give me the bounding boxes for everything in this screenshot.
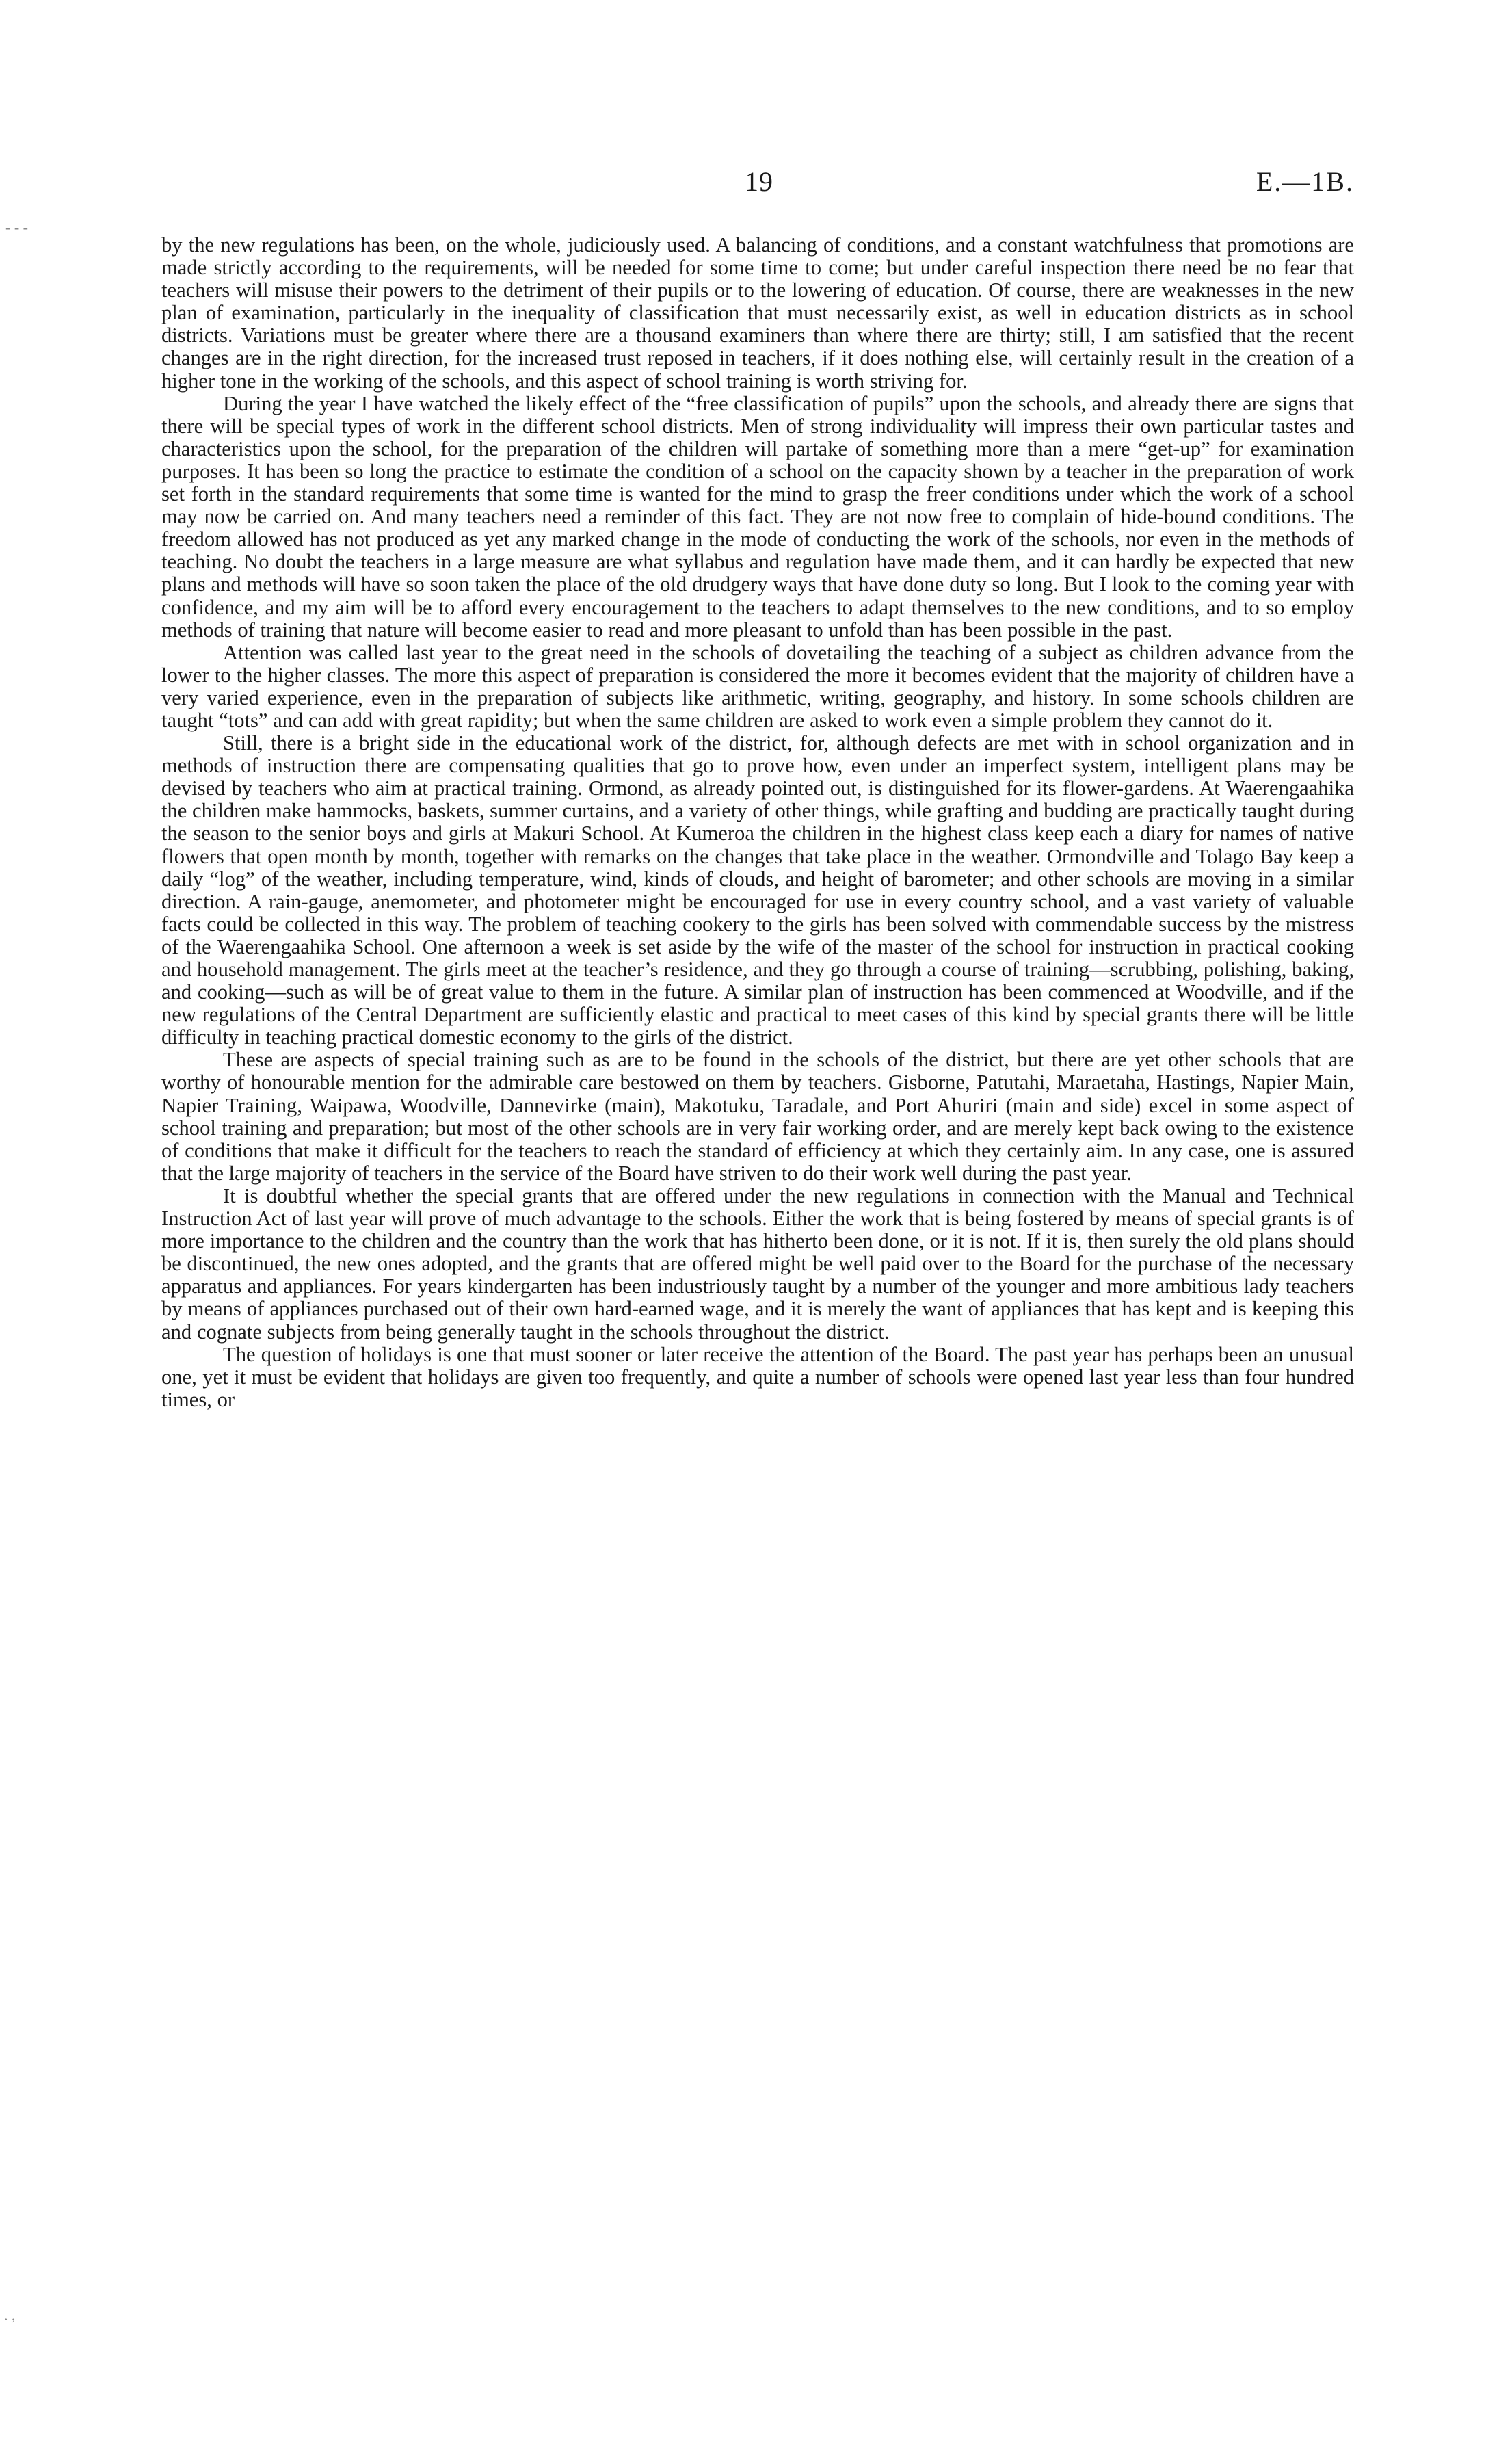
margin-mark: . , bbox=[4, 2307, 16, 2324]
paragraph: Attention was called last year to the great need in the schools of dovetailing the teaching of a subject as children advance from the lower to the higher classes. The more this aspect of preparation is considered the more it becomes evident that the majority of children have a very varied experience, even in the preparation of subjects like arithmetic, writing, geography, and history. In some schools children are taught “tots” and can add with great rapidity; but when the same children are asked to work even a simple problem they cannot do it. bbox=[161, 640, 1354, 732]
paragraph: The question of holidays is one that must sooner or later receive the attention of the Board. The past year has perhaps been an unusual one, yet it must be evident that holidays are given too frequently, and quite a number of schools were opened last year less than four hundred times, or bbox=[161, 1342, 1354, 1411]
page-number: 19 bbox=[745, 166, 773, 197]
margin-mark: - - - bbox=[5, 219, 28, 236]
page-header bbox=[164, 166, 1354, 207]
paragraph: It is doubtful whether the special grants that are offered under the new regulations in connection with the Manual and Technical Instruction Act of last year will prove of much advantage to the schools. Either the work that is being fostered by means of special grants is of more importance to the children and the country than the work that has hitherto been done, or it is not. If it is, then surely the old plans should be discontinued, the new ones adopted, and the grants that are offered might be well paid over to the Board for the purchase of the necessary apparatus and appliances. For years kindergarten has been industriously taught by a number of the younger and more ambitious lady teachers by means of appliances purchased out of their own hard-earned wage, and it is merely the want of appliances that has kept and is keeping this and cognate subjects from being generally taught in the schools throughout the district. bbox=[161, 1183, 1354, 1344]
document-code: E.—1B. bbox=[1256, 166, 1354, 197]
paragraph: These are aspects of special training such as are to be found in the schools of the district, but there are yet other schools that are worthy of honourable mention for the admirable care bestowed on them by teachers. Gisborne, Patutahi, Maraetaha, Hastings, Napier Main, Napier Training, Waipawa, Woodville, Dannevirke (main), Makotuku, Taradale, and Port Ahuriri (main and side) excel in some aspect of school training and preparation; but most of the other schools are in very fair working order, and are merely kept back owing to the existence of conditions that make it difficult for the teachers to reach the standard of efficiency at which they certainly aim. In any case, one is assured that the large majority of teachers in the service of the Board have striven to do their work well during the past year. bbox=[161, 1048, 1354, 1185]
paragraph: by the new regulations has been, on the whole, judiciously used. A balancing of conditions, and a constant watchfulness that promotions are made strictly according to the requirements, will be needed for some time to come; but under careful inspection there need be no fear that teachers will misuse their powers to the detriment of their pupils or to the lowering of education. Of course, there are weaknesses in the new plan of examination, particularly in the inequality of classification that must necessarily exist, as well in education districts as in school districts. Variations must be greater where there are a thousand examiners than where there are thirty; still, I am satisfied that the recent changes are in the right direction, for the increased trust reposed in teachers, if it does nothing else, will certainly result in the creation of a higher tone in the working of the schools, and this aspect of school training is worth striving for. bbox=[161, 233, 1354, 393]
paragraph: During the year I have watched the likely effect of the “free classification of pupils” upon the schools, and already there are signs that there will be special types of work in the different school districts. Men of strong individuality will impress their own particular tastes and characteristics upon the school, for the preparation of the children will partake of something more than a mere “get-up” for examination purposes. It has been so long the practice to estimate the condition of a school on the capacity shown by a teacher in the preparation of work set forth in the standard requirements that some time is wanted for the mind to grasp the freer conditions under which the work of a school may now be carried on. And many teachers need a reminder of this fact. They are not now free to complain of hide-bound conditions. The freedom allowed has not produced as yet any marked change in the mode of conducting the work of the schools, nor even in the methods of teaching. No doubt the teachers in a large measure are what syllabus and regulation have made them, and it can hardly be expected that new plans and methods will have so soon taken the place of the old drudgery ways that have done duty so long. But I look to the coming year with confidence, and my aim will be to afford every encouragement to the teachers to adapt themselves to the new conditions, and to so employ methods of training that nature will become easier to read and more pleasant to unfold than has been possible in the past. bbox=[161, 391, 1354, 642]
paragraph: Still, there is a bright side in the educational work of the district, for, although defects are met with in school organization and in methods of instruction there are compensating qualities that go to prove how, even under an imperfect system, intelligent plans may be devised by teachers who aim at practical training. Ormond, as already pointed out, is distinguished for its flower-gardens. At Waerengaahika the children make hammocks, baskets, summer curtains, and a variety of other things, while grafting and budding are practically taught during the season to the senior boys and girls at Makuri School. At Kumeroa the children in the highest class keep each a diary for names of native flowers that open month by month, together with remarks on the changes that take place in the weather. Ormondville and Tolago Bay keep a daily “log” of the weather, including temperature, wind, kinds of clouds, and height of barometer; and other schools are moving in a similar direction. A rain-gauge, anemometer, and photometer might be encouraged for use in every country school, and a vast variety of valuable facts could be collected in this way. The problem of teaching cookery to the girls has been solved with commendable success by the mistress of the Waerengaahika School. One afternoon a week is set aside by the wife of the master of the school for instruction in practical cooking and household management. The girls meet at the teacher’s residence, and they go through a course of training—scrubbing, polishing, baking, and cooking—such as will be of great value to them in the future. A similar plan of instruction has been commenced at Woodville, and if the new regulations of the Central Department are sufficiently elastic and practical to meet cases of this kind by special grants there will be little difficulty in teaching practical domestic economy to the girls of the district. bbox=[161, 731, 1354, 1049]
report-body bbox=[161, 234, 1354, 1411]
